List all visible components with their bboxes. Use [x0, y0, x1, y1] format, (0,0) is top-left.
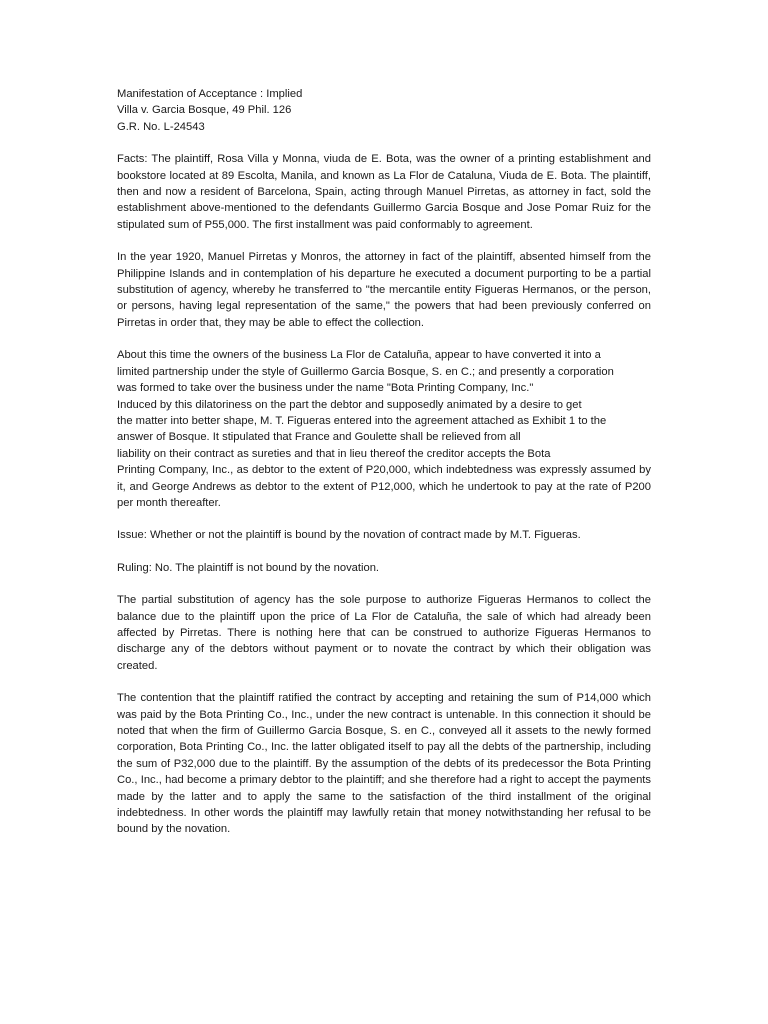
issue-paragraph: Issue: Whether or not the plaintiff is bound by the novation of contract made by M.T. Figueras.	[117, 529, 581, 542]
ruling-paragraph: Ruling: No. The plaintiff is not bound by the novation.	[117, 561, 380, 574]
document-body	[117, 86, 651, 838]
agency-paragraph: In the year 1920, Manuel Pirretas y Monros, the attorney in fact of the plaintiff, absented himself from the Philippine Islands and in contemplation of his departure he executed a document purporting to be a partial substitution of agency, whereby he transferred to "the mercantile entity Figueras Hermanos, or the person, or persons, having legal representation of the same," the powers that had been previously conferred on Pirretas in order that, they may be able to effect the collection.	[117, 251, 651, 329]
ratification-paragraph: The contention that the plaintiff ratified the contract by accepting and retaining the sum of P14,000 which was paid by the Bota Printing Co., Inc., under the new contract is untenable. In this connection it should be noted that when the firm of Guillermo Garcia Bosque, S. en C., conveyed all it assets to the newly formed corporation, Bota Printing Co., Inc. the latter obligated itself to pay all the debts of the partnership, including the sum of P32,000 due to the plaintiff. By the assumption of the debts of its predecessor the Bota Printing Co., Inc., had become a primary debtor to the plaintiff; and she therefore had a right to accept the payments made by the latter and to apply the same to the satisfaction of the third installment of the original indebtedness. In other words the plaintiff may lawfully retain that money notwithstanding her refusal to be bound by the novation.	[117, 692, 651, 836]
business-paragraph-line: answer of Bosque. It stipulated that France and Goulette shall be relieved from all	[117, 431, 521, 444]
business-paragraph-line: limited partnership under the style of Guillermo Garcia Bosque, S. en C.; and presently a corporation	[117, 365, 614, 378]
business-paragraph-line: Induced by this dilatoriness on the part the debtor and supposedly animated by a desire to get	[117, 398, 582, 411]
business-paragraph-line: the matter into better shape, M. T. Figueras entered into the agreement attached as Exhibit 1 to the	[117, 414, 607, 427]
business-paragraph-line: About this time the owners of the business La Flor de Cataluña, appear to have converted it into a	[117, 349, 601, 362]
substitution-paragraph: The partial substitution of agency has the sole purpose to authorize Figueras Hermanos to collect the balance due to the plaintiff upon the price of La Flor de Cataluña, the sale of which had already been affected by Pirretas. There is nothing here that can be construed to authorize Figueras Hermanos to discharge any of the debtors without payment or to novate the contract by which their obligation was created.	[117, 594, 651, 672]
business-paragraph	[117, 347, 651, 462]
case-citation: Villa v. Garcia Bosque, 49 Phil. 126	[117, 104, 292, 117]
gr-number: G.R. No. L-24543	[117, 120, 205, 133]
facts-paragraph: Facts: The plaintiff, Rosa Villa y Monna, viuda de E. Bota, was the owner of a printing establishment and bookstore located at 89 Escolta, Manila, and known as La Flor de Cataluna, Viuda de E. Bota. The plaintiff, then and now a resident of Barcelona, Spain, acting through Manuel Pirretas, as attorney in fact, sold the establishment above-mentioned to the defendants Guillermo Garcia Bosque and Jose Pomar Ruiz for the stipulated sum of P55,000. The first installment was paid conformably to agreement.	[117, 153, 651, 231]
business-paragraph-line: liability on their contract as sureties and that in lieu thereof the creditor accepts the Bota	[117, 447, 551, 460]
business-paragraph-line: was formed to take over the business under the name "Bota Printing Company, Inc."	[117, 382, 534, 395]
document-title: Manifestation of Acceptance : Implied	[117, 88, 303, 100]
business-paragraph-tail: Printing Company, Inc., as debtor to the extent of P20,000, which indebtedness was expressly assumed by it, and George Andrews as debtor to the extent of P12,000, which he undertook to pay at the rate of P200 per month thereafter.	[117, 464, 651, 509]
